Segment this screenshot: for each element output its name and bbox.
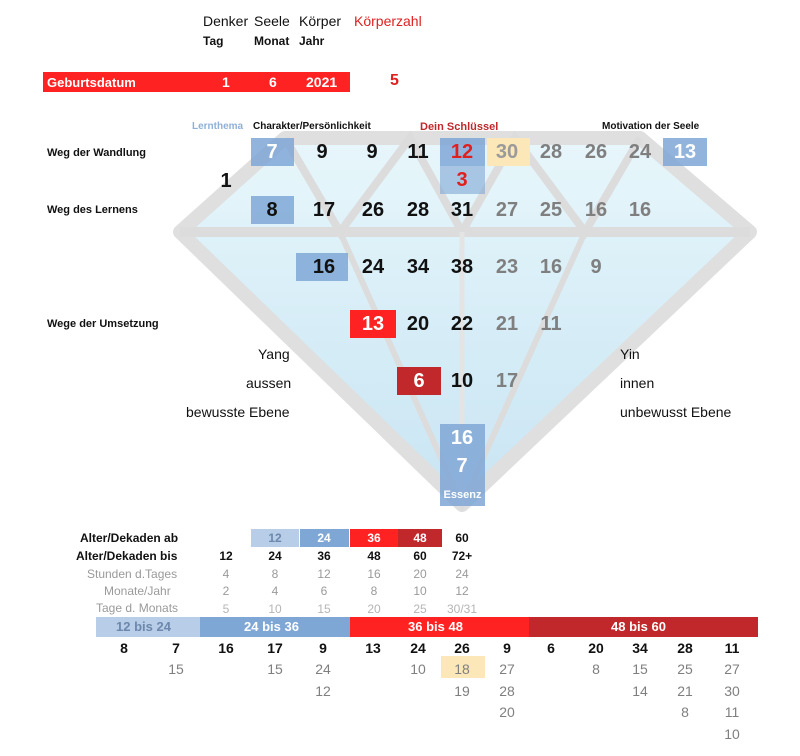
header-denker: Denker: [203, 13, 249, 29]
side-bewusst: bewusste Ebene: [186, 404, 290, 420]
label-motivation: Motivation der Seele: [602, 121, 700, 132]
tage-20: 20: [367, 602, 381, 616]
r1-9b: 9: [366, 141, 378, 163]
r1-9a: 9: [316, 141, 328, 163]
b-r1-24: 24: [410, 640, 426, 656]
stunden-12: 12: [317, 567, 331, 581]
side-innen: innen: [620, 375, 655, 391]
stunden-16: 16: [367, 567, 381, 581]
header-koerper: Körper: [299, 13, 342, 29]
monate-8: 8: [370, 584, 378, 598]
r2-25: 25: [539, 199, 563, 221]
b-r4-11: 11: [724, 704, 740, 720]
stunden-24: 24: [455, 567, 469, 581]
age-ab-label: Alter/Dekaden ab: [80, 531, 179, 545]
row-label-umsetzung: Wege der Umsetzung: [47, 318, 159, 330]
b-r1-16: 16: [218, 640, 234, 656]
b-r1-11: 11: [724, 640, 740, 656]
header-monat: Monat: [254, 34, 290, 48]
b-r3-12: 12: [315, 683, 331, 699]
tage-label: Tage d. Monats: [96, 601, 179, 615]
monate-2: 2: [222, 584, 230, 598]
r1-28: 28: [539, 141, 563, 163]
r4-20: 20: [406, 313, 430, 335]
decade-label-1: 12 bis 24: [116, 619, 171, 634]
b-r2-18: 18: [454, 661, 470, 677]
essenz-7: 7: [456, 455, 468, 477]
r5-6: 6: [413, 370, 425, 392]
b-r1-13: 13: [365, 640, 381, 656]
row-label-lernens: Weg des Lernens: [47, 204, 138, 216]
b-r1-9: 9: [319, 640, 327, 656]
b-r2-25: 25: [677, 661, 693, 677]
monate-4: 4: [271, 584, 279, 598]
stunden-label: Stunden d.Tages: [87, 567, 178, 581]
age-bis-72: 72+: [451, 549, 473, 563]
b-r1-20: 20: [588, 640, 604, 656]
b-r2-27b: 27: [724, 661, 740, 677]
b-r1-17: 17: [267, 640, 283, 656]
b-r3-30: 30: [724, 683, 740, 699]
decade-label-3: 36 bis 48: [408, 619, 463, 634]
b-r3-14: 14: [632, 683, 648, 699]
r2-28: 28: [406, 199, 430, 221]
r5-10: 10: [450, 370, 474, 392]
age-bis-60: 60: [413, 549, 427, 563]
r4-21: 21: [495, 313, 519, 335]
essenz-16: 16: [450, 427, 474, 449]
r4-22: 22: [450, 313, 474, 335]
b-r3-28: 28: [499, 683, 515, 699]
label-lernthema: Lernthema: [192, 121, 244, 132]
essenz-label: Essenz: [443, 489, 482, 501]
birth-day: 1: [222, 74, 230, 90]
r1-13: 13: [673, 141, 697, 163]
b-r3-19: 19: [454, 683, 470, 699]
r3-34: 34: [406, 256, 430, 278]
b-r2-8: 8: [592, 661, 600, 677]
r2-17: 17: [312, 199, 336, 221]
stunden-20: 20: [413, 567, 427, 581]
r5-17: 17: [495, 370, 519, 392]
label-schluessel: Dein Schlüssel: [420, 121, 499, 133]
monate-label: Monate/Jahr: [104, 584, 171, 598]
stunden-4: 4: [222, 567, 230, 581]
age-ab-48: 48: [413, 531, 427, 545]
r4-11: 11: [540, 313, 562, 335]
r1-12: 12: [450, 141, 474, 163]
tage-15: 15: [317, 602, 331, 616]
r2-16b: 16: [628, 199, 652, 221]
tage-25: 25: [413, 602, 427, 616]
b-r5-10: 10: [724, 726, 740, 742]
r3-38: 38: [450, 256, 474, 278]
monate-10: 10: [413, 584, 427, 598]
stunden-8: 8: [271, 567, 279, 581]
b-r1-9b: 9: [503, 640, 511, 656]
b-r2-15a: 15: [168, 661, 184, 677]
header-jahr: Jahr: [299, 34, 325, 48]
age-ab-36: 36: [367, 531, 381, 545]
decade-label-2: 24 bis 36: [244, 619, 299, 634]
r3-24: 24: [361, 256, 385, 278]
r3-16b: 16: [539, 256, 563, 278]
birth-label: Geburtsdatum: [47, 75, 136, 90]
r2-16a: 16: [584, 199, 608, 221]
b-r1-28: 28: [677, 640, 693, 656]
tage-3031: 30/31: [446, 602, 478, 616]
b-r2-24: 24: [315, 661, 331, 677]
b-r2-15c: 15: [632, 661, 648, 677]
birth-koerperzahl: 5: [390, 72, 399, 89]
b-r1-6: 6: [547, 640, 555, 656]
b-r1-7: 7: [172, 640, 180, 656]
birth-year: 2021: [306, 74, 338, 90]
r3-23: 23: [495, 256, 519, 278]
b-r3-21: 21: [677, 683, 693, 699]
age-bis-24: 24: [268, 549, 282, 563]
tage-10: 10: [268, 602, 282, 616]
r3-9: 9: [590, 256, 602, 278]
r1-26: 26: [584, 141, 608, 163]
side-aussen: aussen: [246, 375, 292, 391]
side-yin: Yin: [620, 346, 640, 362]
b-r4-8: 8: [681, 704, 689, 720]
age-ab-24: 24: [317, 531, 331, 545]
b-r4-20: 20: [499, 704, 515, 720]
b-r1-26: 26: [454, 640, 470, 656]
tage-5: 5: [222, 602, 230, 616]
header-koerperzahl: Körperzahl: [354, 13, 422, 29]
b-r1-8: 8: [120, 640, 128, 656]
b-r2-27: 27: [499, 661, 515, 677]
age-bis-12: 12: [219, 549, 233, 563]
r1-sub-3: 3: [456, 169, 468, 191]
r1-30: 30: [495, 141, 519, 163]
r2-8: 8: [266, 199, 278, 221]
r3-16: 16: [312, 256, 336, 278]
b-r2-15b: 15: [267, 661, 283, 677]
row-label-wandlung: Weg der Wandlung: [47, 147, 146, 159]
r1-24: 24: [628, 141, 652, 163]
side-yang: Yang: [258, 346, 290, 362]
r1-7: 7: [266, 141, 278, 163]
age-bis-48: 48: [367, 549, 381, 563]
b-r2-10: 10: [410, 661, 426, 677]
r1-11: 11: [407, 141, 429, 163]
r2-27: 27: [495, 199, 519, 221]
r1-sub-1: 1: [220, 170, 232, 192]
r2-31: 31: [450, 199, 474, 221]
header-seele: Seele: [254, 13, 290, 29]
birth-month: 6: [269, 74, 277, 90]
r2-26: 26: [361, 199, 385, 221]
age-bis-36: 36: [317, 549, 331, 563]
monate-6: 6: [320, 584, 328, 598]
age-ab-60: 60: [455, 531, 469, 545]
decade-label-4: 48 bis 60: [611, 619, 666, 634]
age-bis-label: Alter/Dekaden bis: [76, 549, 178, 563]
age-ab-12: 12: [268, 531, 282, 545]
r4-13: 13: [361, 313, 385, 335]
header-tag: Tag: [203, 34, 224, 48]
monate-12: 12: [455, 584, 469, 598]
side-unbewusst: unbewusst Ebene: [620, 404, 732, 420]
b-r1-34: 34: [632, 640, 648, 656]
label-charakter: Charakter/Persönlichkeit: [253, 121, 371, 132]
